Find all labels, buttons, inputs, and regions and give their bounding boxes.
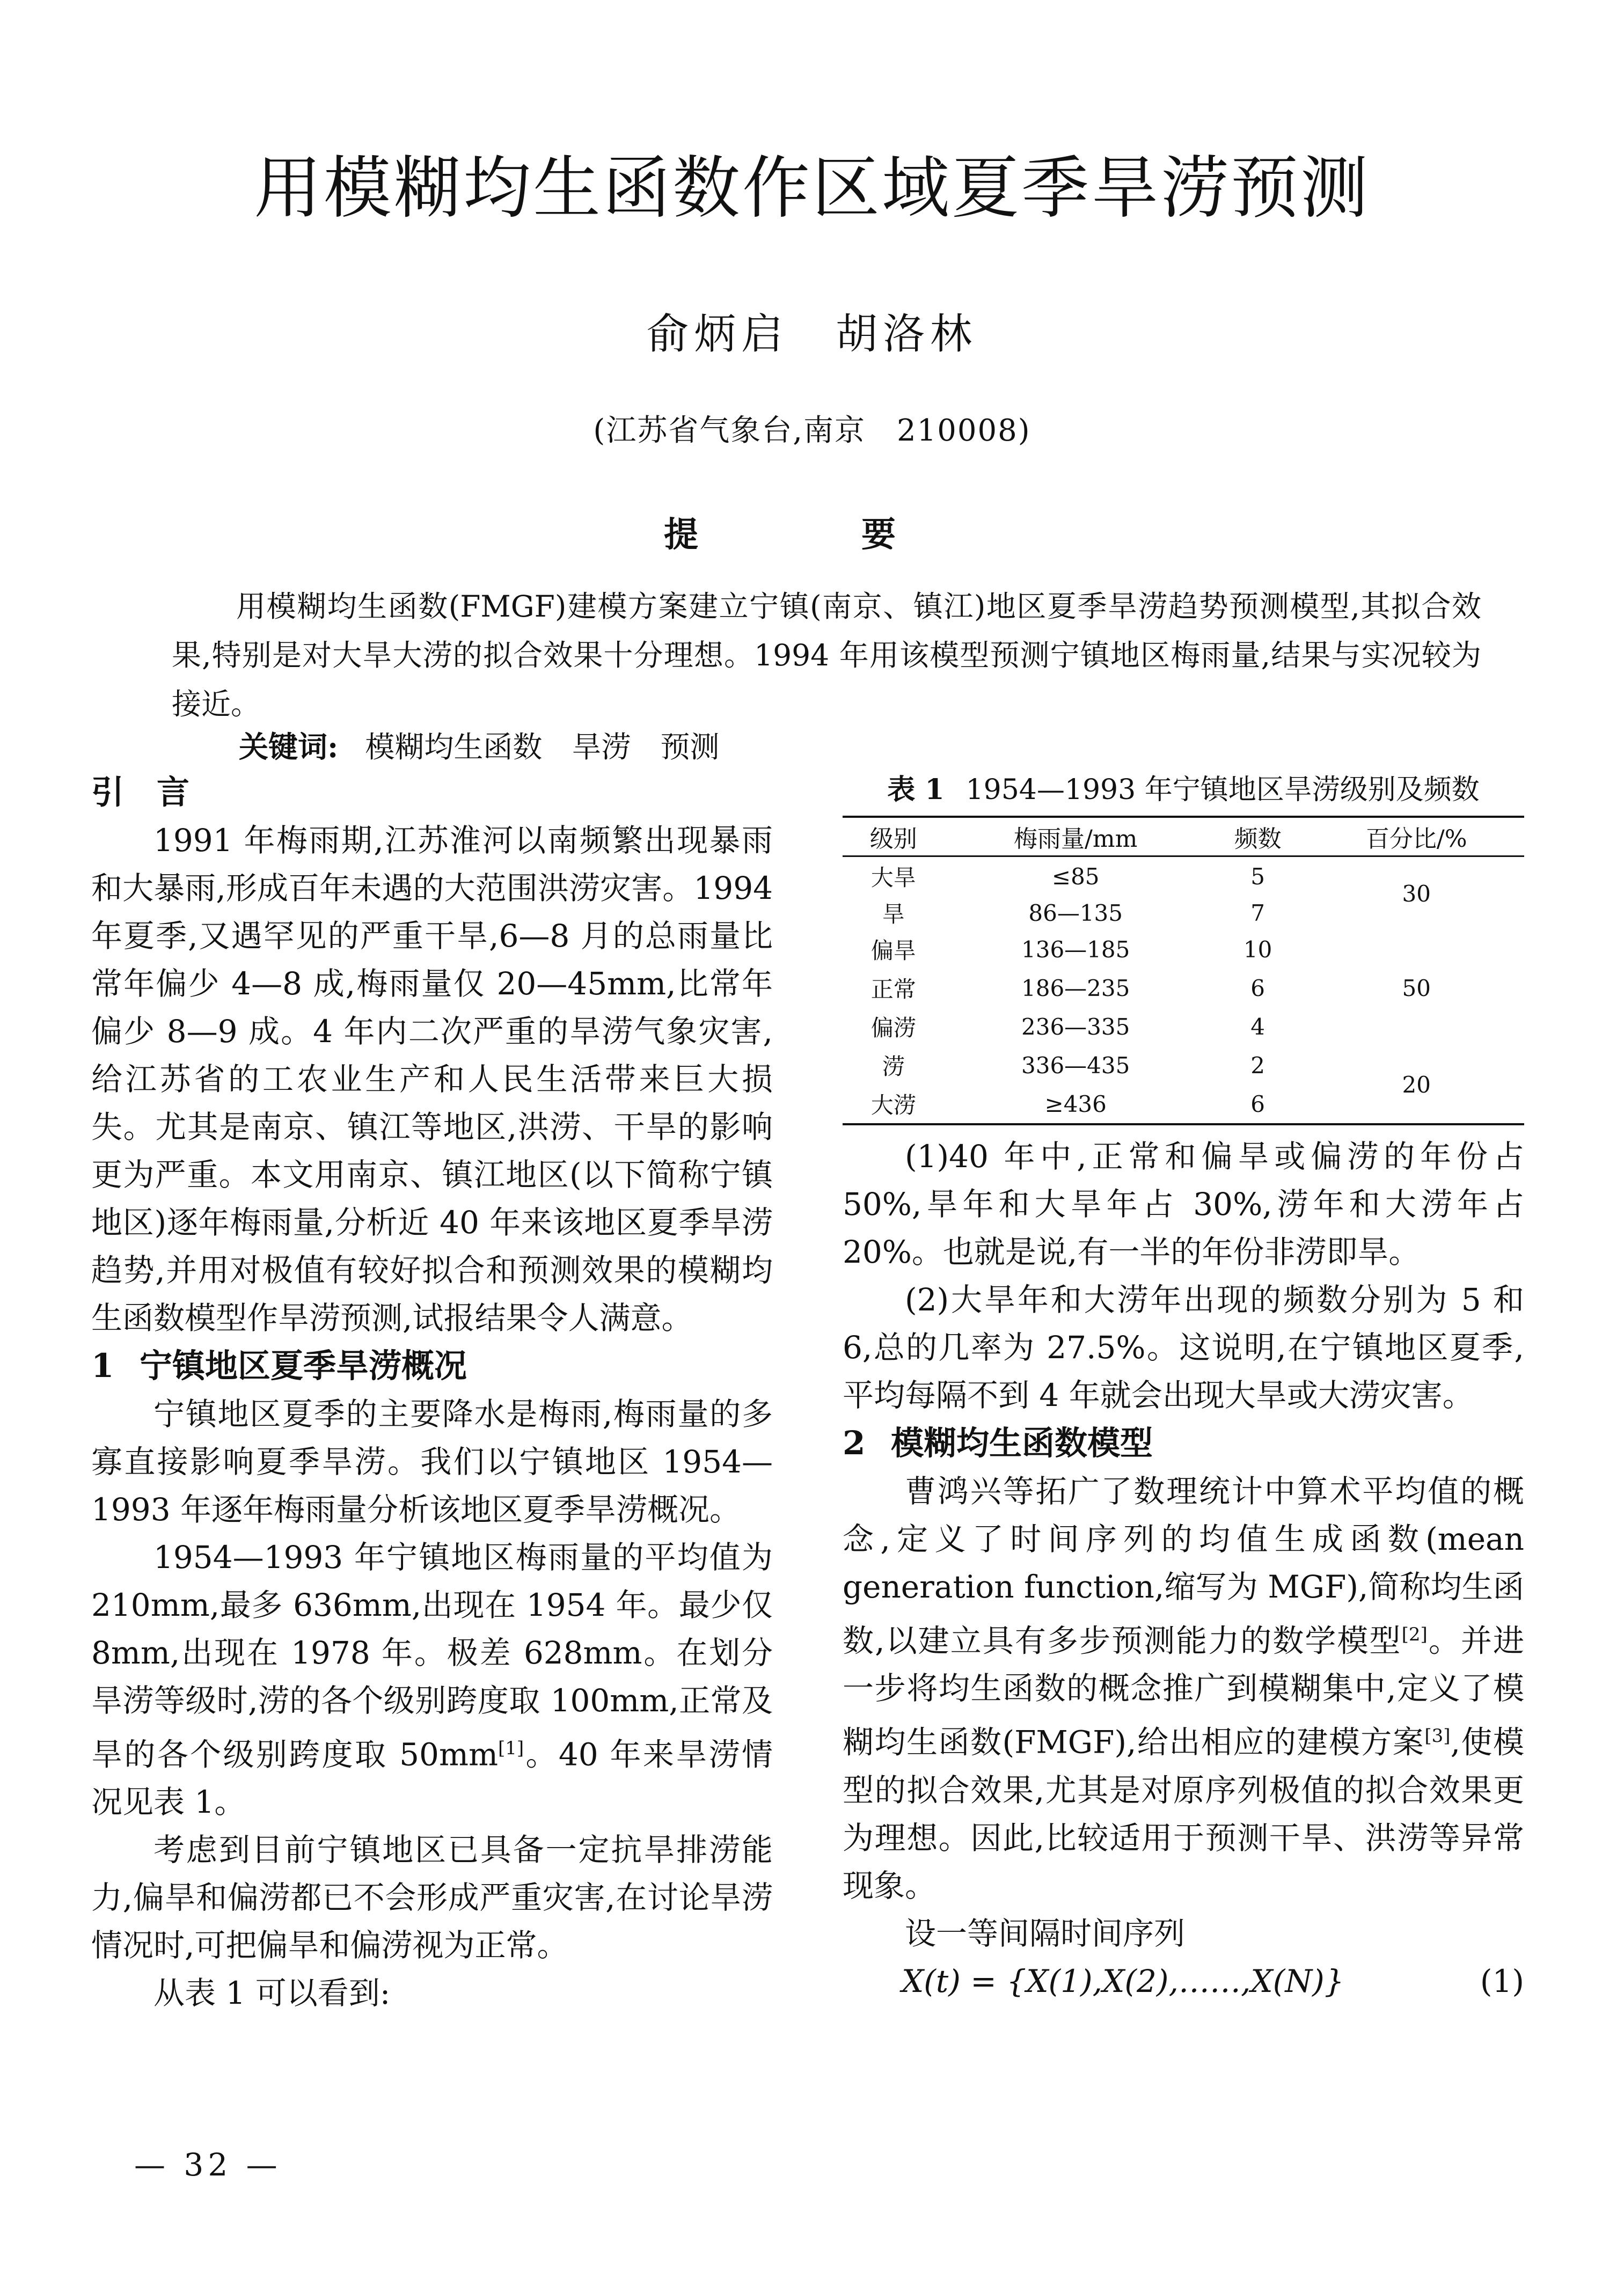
section-1-heading [91, 1342, 773, 1390]
section-1-title: 宁镇地区夏季旱涝概况 [140, 1347, 467, 1385]
paper-title: 用模糊均生函数作区域夏季旱涝预测 [254, 149, 1370, 228]
table-cell-level: 大涝 [870, 1092, 916, 1118]
section-2-number: 2 [843, 1424, 866, 1462]
citation-1: [1] [498, 1738, 524, 1759]
table-header-row [843, 817, 1524, 856]
section-2-title: 模糊均生函数模型 [891, 1424, 1153, 1462]
section-1-paragraph-1: 宁镇地区夏季的主要降水是梅雨,梅雨量的多寡直接影响夏季旱涝。我们以宁镇地区 1954—1993 年逐年梅雨量分析该地区夏季旱涝概况。 [91, 1396, 773, 1528]
section-2-paragraph-1-text-a: 曹鸿兴等拓广了数理统计中算术平均值的概念,定义了时间序列的均值生成函数(mean generation function,缩写为 MGF),简称均生函数,以建立具有多步预测能力的数学模型 [843, 1473, 1524, 1659]
table-1-number: 表 1 [887, 773, 945, 806]
table-cell-frequency: 5 [1250, 863, 1265, 890]
keywords [239, 726, 1098, 768]
section-1-paragraph-2-end: 。40 年来旱涝情况见表 1。 [91, 1736, 773, 1821]
right-column [843, 768, 1524, 2005]
section-2-paragraph-1 [843, 1468, 1524, 1910]
table-cell-rainfall: 86—135 [1028, 899, 1123, 926]
section-1-paragraph-4: 从表 1 可以看到: [153, 1975, 391, 2012]
equation-1-expression: X(t) = {X(1),X(2),……,X(N)} [902, 1962, 1344, 1999]
section-2-paragraph-1-text-c: ,使模型的拟合效果,尤其是对原序列极值的拟合效果更为理想。因此,比较适用于预测干旱、洪涝等异常现象。 [843, 1724, 1524, 1904]
table-cell-frequency: 4 [1250, 1013, 1265, 1040]
table-cell-frequency: 6 [1250, 1090, 1265, 1117]
right-paragraph-1: (1)40 年中,正常和偏旱或偏涝的年份占 50%,旱年和大旱年占 30%,涝年和大涝年占 20%。也就是说,有一半的年份非涝即旱。 [843, 1138, 1524, 1270]
authors: 俞炳启 胡洛林 [646, 310, 977, 358]
keywords-list: 模糊均生函数 旱涝 预测 [365, 730, 720, 764]
table-header-percent: 百分比/% [1308, 817, 1524, 856]
table-cell-percent: 30 [1402, 880, 1431, 907]
table-cell-rainfall: 336—435 [1021, 1052, 1130, 1079]
table-row [843, 1046, 1524, 1085]
section-1-paragraph-2-text: 1954—1993 年宁镇地区梅雨量的平均值为 210mm,最多 636mm,出现在 1954 年。最少仅 8mm,出现在 1978 年。极差 628mm。在划分旱涝等级时,涝的各个级别跨度取 100mm,正常及旱的各个级别跨度取 50mm [91, 1539, 773, 1773]
table-row [843, 930, 1524, 969]
table-header-frequency: 频数 [1207, 817, 1309, 856]
section-2-paragraph-1-text-b: 。并进一步将均生函数的概念推广到模糊集中,定义了模糊均生函数(FMGF),给出相应的建模方案 [843, 1622, 1524, 1761]
table-cell-rainfall: 236—335 [1021, 1013, 1130, 1040]
table-cell-percent: 20 [1402, 1071, 1431, 1098]
intro-heading: 引 言 [91, 773, 190, 811]
table-cell-frequency: 7 [1250, 899, 1265, 926]
section-1-paragraph-3: 考虑到目前宁镇地区已具备一定抗旱排涝能力,偏旱和偏涝都已不会形成严重灾害,在讨论旱涝情况时,可把偏旱和偏涝视为正常。 [91, 1832, 773, 1964]
table-cell-frequency: 2 [1250, 1052, 1265, 1079]
equation-1 [843, 1958, 1524, 2005]
table-cell-rainfall: ≥436 [1044, 1090, 1107, 1117]
table-cell-level: 偏旱 [870, 937, 916, 964]
table-1 [843, 816, 1524, 1125]
intro-paragraph: 1991 年梅雨期,江苏淮河以南频繁出现暴雨和大暴雨,形成百年未遇的大范围洪涝灾害。1994 年夏季,又遇罕见的严重干旱,6—8 月的总雨量比常年偏少 4—8 成,梅雨量仅 20—45mm,比常年偏少 8—9 成。4 年内二次严重的旱涝气象灾害,给江苏省的工农业生产和人民生活带来巨大损失。尤其是南京、镇江等地区,洪涝、干旱的影响更为严重。本文用南京、镇江地区(以下简称宁镇地区)逐年梅雨量,分析近 40 年来该地区夏季旱涝趋势,并用对极值有较好拟合和预测效果的模糊均生函数模型作旱涝预测,试报结果令人满意。 [91, 822, 773, 1336]
table-cell-level: 大旱 [870, 865, 916, 891]
section-1-paragraph-2 [91, 1534, 773, 1826]
table-cell-frequency: 6 [1250, 975, 1265, 1001]
table-cell-level: 涝 [882, 1053, 905, 1080]
left-column [91, 768, 773, 2017]
section-2-heading [843, 1419, 1524, 1468]
section-2-paragraph-2: 设一等间隔时间序列 [905, 1915, 1186, 1952]
table-1-caption [843, 768, 1524, 811]
table-cell-frequency: 10 [1243, 936, 1272, 963]
section-1-number: 1 [91, 1347, 114, 1385]
table-header-rainfall: 梅雨量/mm [945, 817, 1207, 856]
table-cell-rainfall: 186—235 [1021, 975, 1130, 1001]
citation-3: [3] [1424, 1725, 1451, 1747]
right-paragraph-2: (2)大旱年和大涝年出现的频数分别为 5 和 6,总的几率为 27.5%。这说明,在宁镇地区夏季,平均每隔不到 4 年就会出现大旱或大涝灾害。 [843, 1281, 1524, 1413]
table-cell-rainfall: ≤85 [1051, 863, 1100, 890]
abstract-text: 用模糊均生函数(FMGF)建模方案建立宁镇(南京、镇江)地区夏季旱涝趋势预测模型,其拟合效果,特别是对大旱大涝的拟合效果十分理想。1994 年用该模型预测宁镇地区梅雨量,结果与实况较为接近。 [172, 589, 1481, 721]
abstract-heading: 提 要 [664, 515, 960, 555]
table-1-title: 1954—1993 年宁镇地区旱涝级别及频数 [965, 774, 1480, 806]
table-cell-percent: 50 [1402, 975, 1431, 1001]
table-cell-level: 正常 [870, 976, 916, 1002]
affiliation: (江苏省气象台,南京 210008) [593, 413, 1031, 448]
page-number: — 32 — [134, 2147, 282, 2183]
table-header-level: 级别 [843, 817, 945, 856]
table-cell-level: 旱 [882, 901, 905, 927]
equation-1-number: (1) [1480, 1962, 1524, 1999]
citation-2: [2] [1401, 1624, 1428, 1645]
table-row [843, 856, 1524, 896]
table-cell-level: 偏涝 [870, 1015, 916, 1041]
keywords-label: 关键词: [239, 729, 339, 764]
table-cell-rainfall: 136—185 [1021, 936, 1130, 963]
